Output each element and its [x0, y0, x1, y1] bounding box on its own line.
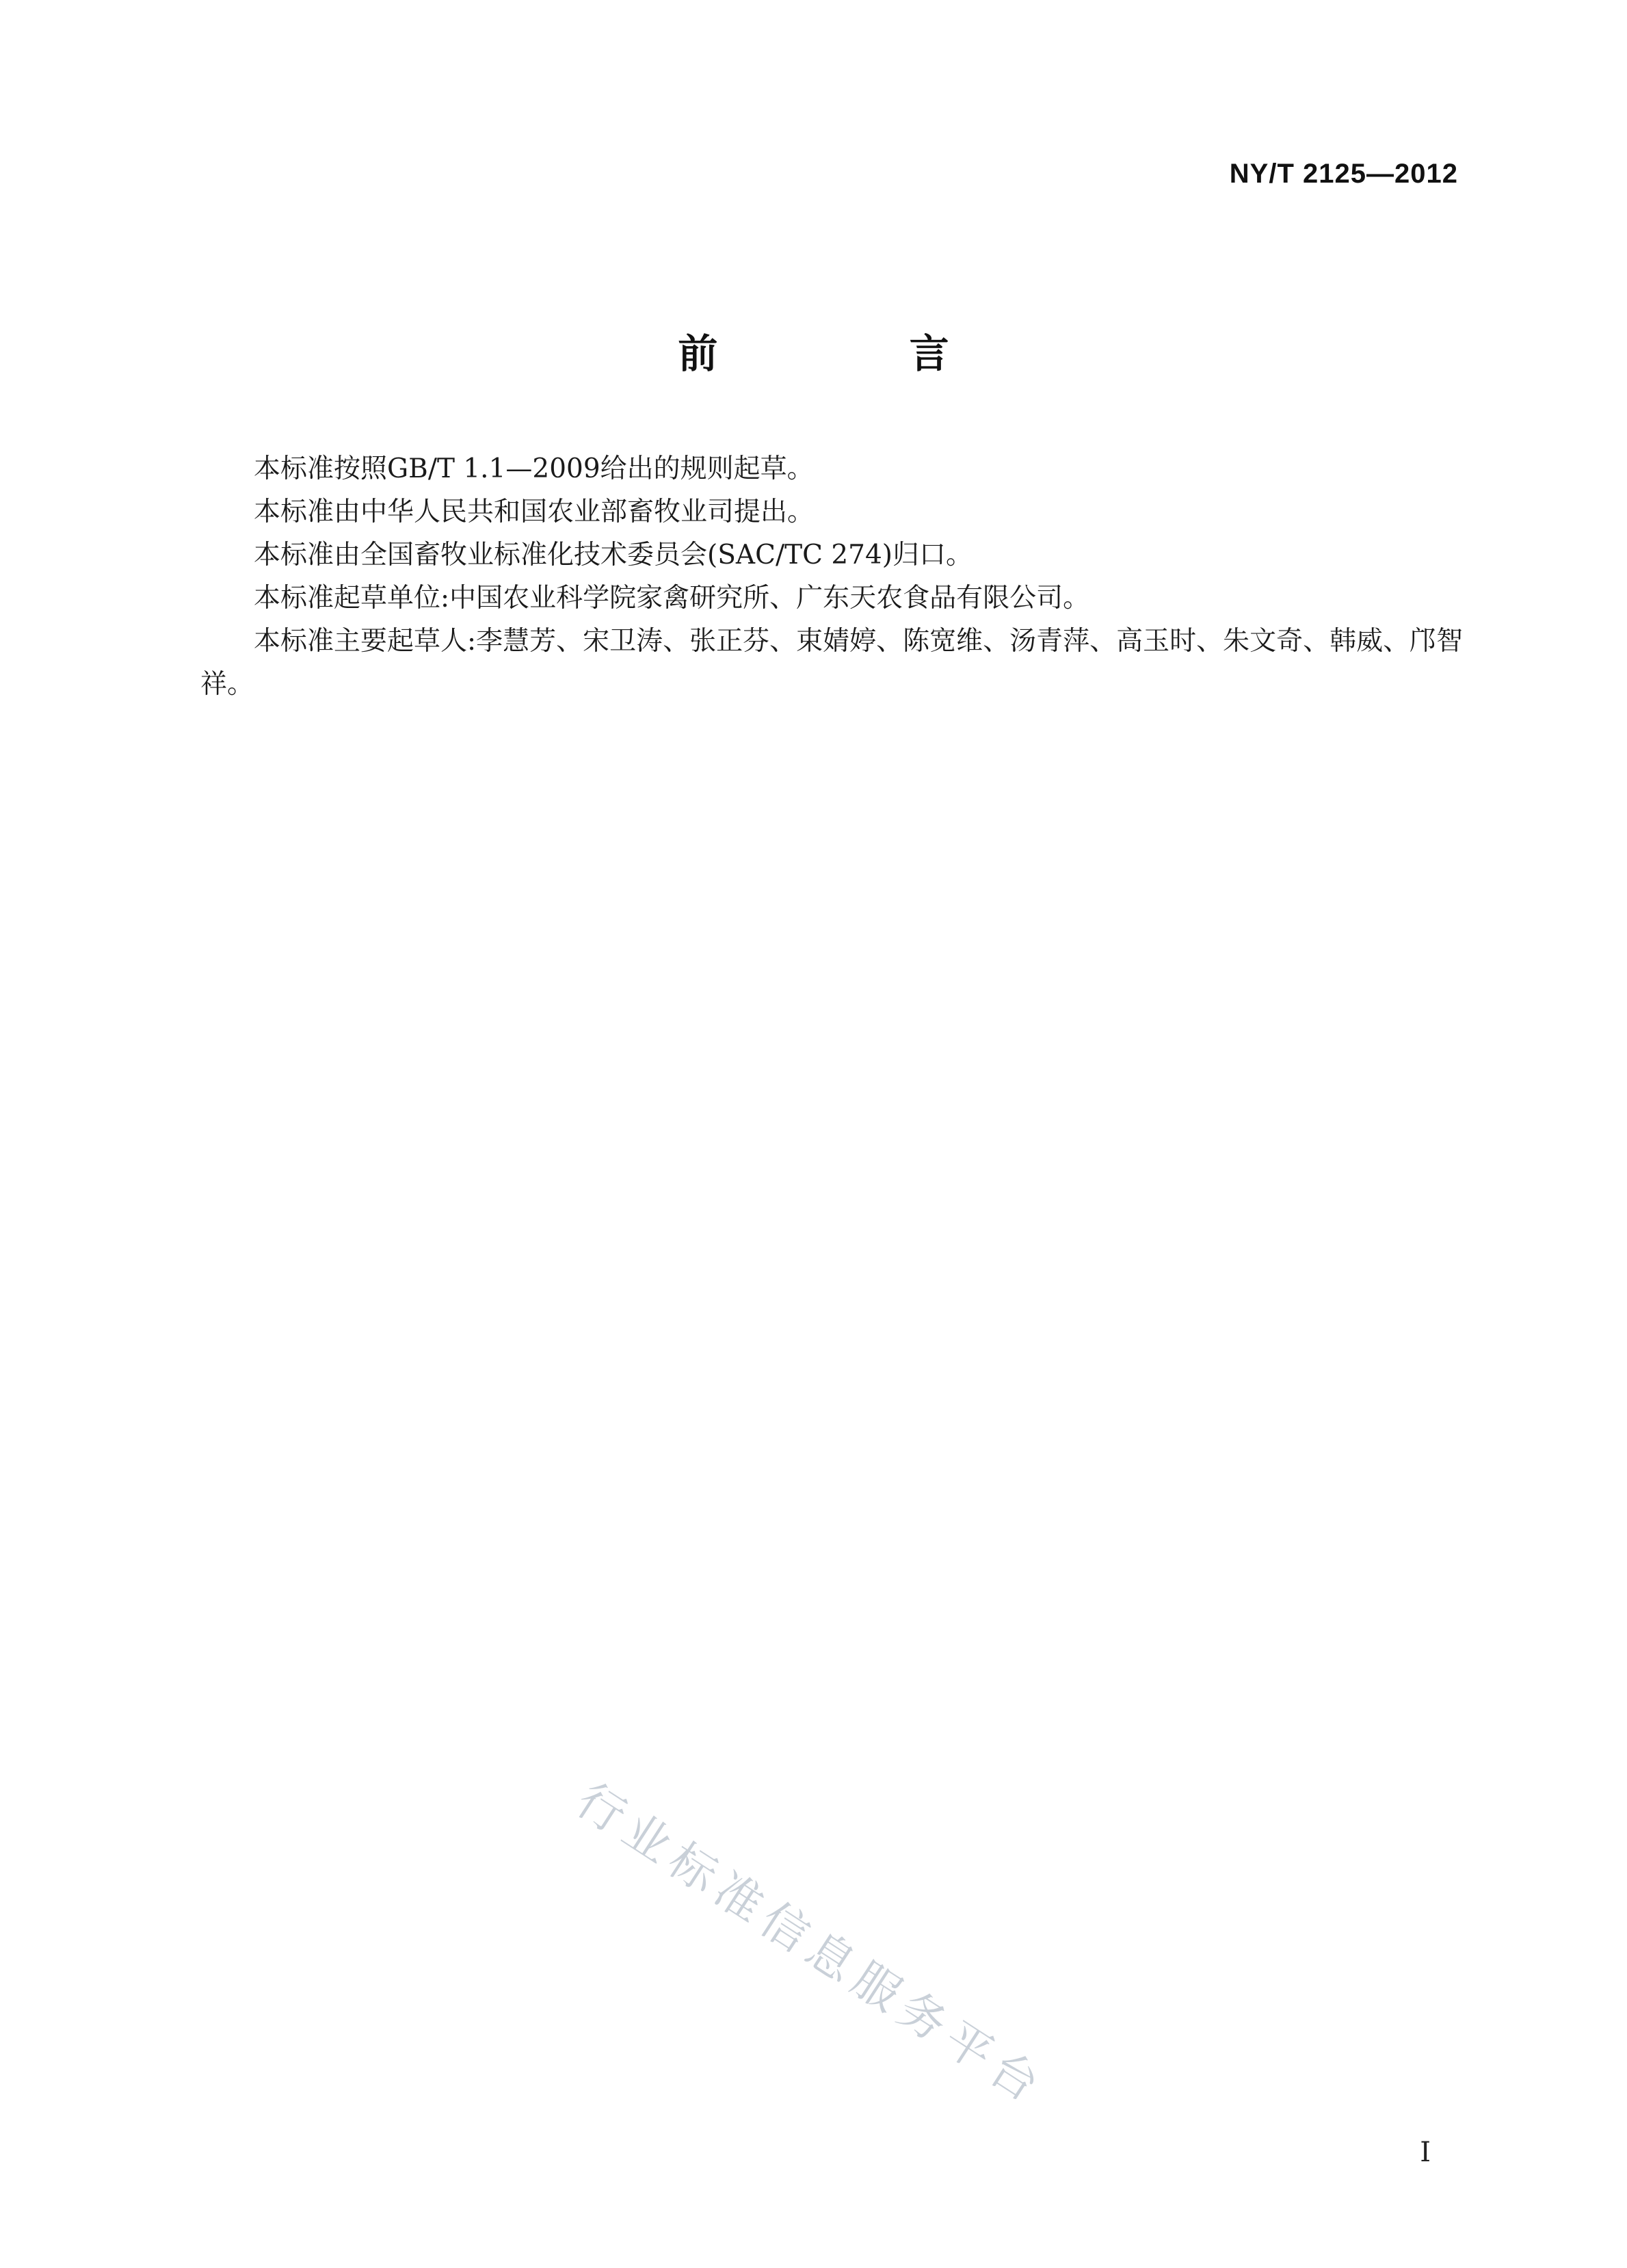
paragraph-drafters: 本标准主要起草人:李慧芳、宋卫涛、张正芬、束婧婷、陈宽维、汤青萍、高玉时、朱文奇、韩威、邝智祥。	[200, 626, 1464, 700]
paragraph-drafting-rules: 本标准按照GB/T 1.1—2009给出的规则起草。	[254, 453, 814, 484]
page-title: 前 言	[678, 330, 1038, 377]
page-number: I	[1420, 2137, 1431, 2168]
paragraph-proposer: 本标准由中华人民共和国农业部畜牧业司提出。	[254, 497, 815, 527]
foreword-body	[200, 447, 1466, 706]
standard-code: NY/T 2125—2012	[1229, 159, 1458, 189]
paragraph-committee: 本标准由全国畜牧业标准化技术委员会(SAC/TC 274)归口。	[254, 540, 973, 570]
paragraph-drafting-units: 本标准起草单位:中国农业科学院家禽研究所、广东天农食品有限公司。	[254, 583, 1090, 614]
watermark-text: 行业标准信息服务平台	[566, 1773, 1055, 2117]
